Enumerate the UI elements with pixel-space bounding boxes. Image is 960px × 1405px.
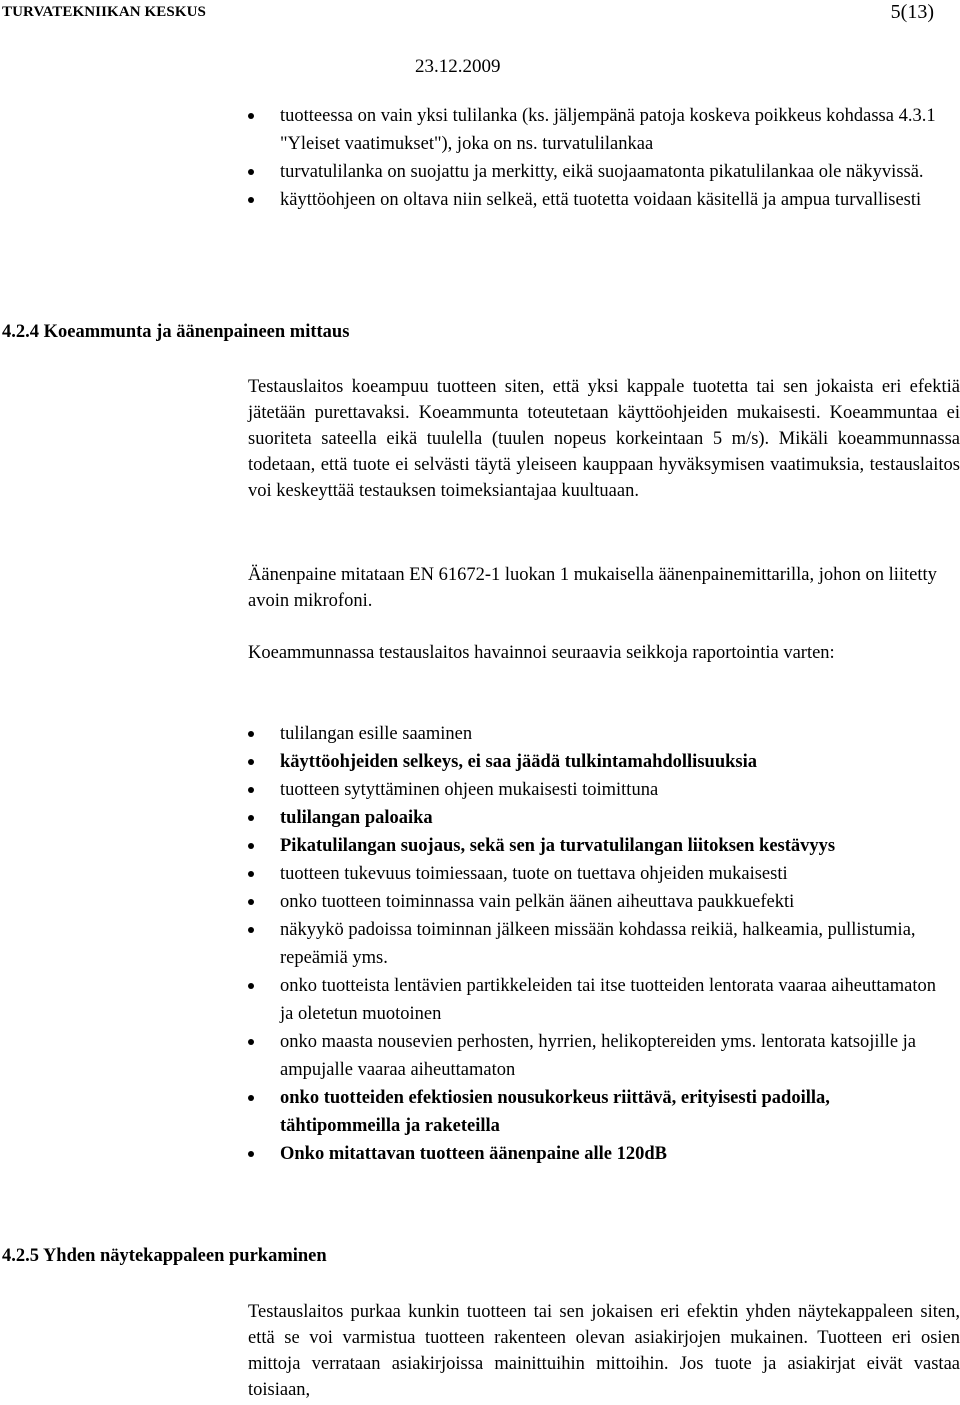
list-item bbox=[248, 1084, 948, 1140]
list-item bbox=[248, 158, 948, 186]
bullet-icon bbox=[248, 1151, 254, 1157]
test-firing-paragraph: Testauslaitos koeampuu tuotteen siten, että yksi kappale tuotetta tai sen jokaista eri efektiä jätetään purettavaksi. Koeammunta toteutetaan käyttöohjeiden mukaisesti. Koeammuntaa ei suoriteta sateella eikä tuulella (tuulen nopeus korkeintaan 5 m/s). Mikäli koeammunnassa todetaan, että tuote ei selvästi täytä yleiseen kauppaan hyväksymisen vaatimuksia, testauslaitos voi keskeyttää testauksen toimeksiantajaa kuultuaan. bbox=[248, 377, 960, 501]
disassembly-paragraph: Testauslaitos purkaa kunkin tuotteen tai sen jokaisen eri efektin yhden näytekappaleen siten, että se voi varmistua tuotteen rakenteen olevan asiakirjojen mukainen. Tuotteen eri osien mittoja verrataan asiakirjoissa mainittuihin mittoihin. Jos tuote ja asiakirjat eivät vastaa toisiaan, bbox=[248, 1302, 960, 1400]
list-item bbox=[248, 1028, 948, 1084]
list-item-text: tulilangan paloaika bbox=[280, 808, 433, 828]
list-item bbox=[248, 972, 948, 1028]
bullet-icon bbox=[248, 843, 254, 849]
sound-pressure-paragraph: Äänenpaine mitataan EN 61672-1 luokan 1 mukaisella äänenpainemittarilla, johon on liitetty avoin mikrofoni. bbox=[248, 565, 937, 611]
list-item-text: tuotteen tukevuus toimiessaan, tuote on tuettava ohjeiden mukaisesti bbox=[280, 864, 788, 884]
bullet-icon bbox=[248, 871, 254, 877]
bullet-icon bbox=[248, 899, 254, 905]
section-heading-4-2-5: 4.2.5 Yhden näytekappaleen purkaminen bbox=[2, 1246, 327, 1266]
list-item-text: onko maasta nousevien perhosten, hyrrien, helikoptereiden yms. lentorata katsojille ja ampujalle vaaraa aiheuttamaton bbox=[280, 1032, 917, 1080]
bullet-icon bbox=[248, 1095, 254, 1101]
observations-list bbox=[248, 720, 948, 1168]
document-date: 23.12.2009 bbox=[415, 56, 501, 77]
list-item-text: tulilangan esille saaminen bbox=[280, 724, 473, 744]
bullet-icon bbox=[248, 983, 254, 989]
bullet-icon bbox=[248, 1039, 254, 1045]
list-item bbox=[248, 776, 948, 804]
page-number: 5(13) bbox=[890, 1, 934, 23]
list-item bbox=[248, 860, 948, 888]
list-item-text: käyttöohjeiden selkeys, ei saa jäädä tulkintamahdollisuuksia bbox=[280, 752, 757, 772]
list-item bbox=[248, 186, 948, 214]
list-item bbox=[248, 748, 948, 776]
bullet-icon bbox=[248, 113, 254, 119]
list-item bbox=[248, 888, 948, 916]
list-item-text: tuotteen sytyttäminen ohjeen mukaisesti toimittuna bbox=[280, 780, 659, 800]
bullet-icon bbox=[248, 787, 254, 793]
bullet-icon bbox=[248, 197, 254, 203]
list-item bbox=[248, 916, 948, 972]
bullet-icon bbox=[248, 815, 254, 821]
list-item bbox=[248, 832, 948, 860]
bullet-icon bbox=[248, 927, 254, 933]
list-item bbox=[248, 102, 948, 158]
organization-name: TURVATEKNIIKAN KESKUS bbox=[2, 4, 206, 20]
list-item-text: Onko mitattavan tuotteen äänenpaine alle 120dB bbox=[280, 1144, 667, 1164]
list-item-text: näkyykö padoissa toiminnan jälkeen missään kohdassa reikiä, halkeamia, pullistumia, repeämiä yms. bbox=[280, 920, 916, 968]
bullet-icon bbox=[248, 759, 254, 765]
list-item bbox=[248, 720, 948, 748]
list-item-text: Pikatulilangan suojaus, sekä sen ja turvatulilangan liitoksen kestävyys bbox=[280, 836, 836, 856]
bullet-icon bbox=[248, 731, 254, 737]
list-item-text: onko tuotteen toiminnassa vain pelkän äänen aiheuttava paukkuefekti bbox=[280, 892, 795, 912]
observations-intro-paragraph: Koeammunnassa testauslaitos havainnoi seuraavia seikkoja raportointia varten: bbox=[248, 643, 835, 663]
bullet-icon bbox=[248, 169, 254, 175]
list-item-text: käyttöohjeen on oltava niin selkeä, että tuotetta voidaan käsitellä ja ampua turvallisesti bbox=[280, 190, 922, 210]
list-item-text: onko tuotteista lentävien partikkeleiden tai itse tuotteiden lentorata vaaraa aiheuttamaton ja oletetun muotoinen bbox=[280, 976, 936, 1024]
list-item-text: turvatulilanka on suojattu ja merkitty, eikä suojaamatonta pikatulilankaa ole näkyvissä. bbox=[280, 162, 924, 182]
list-item bbox=[248, 1140, 948, 1168]
section-heading-4-2-4: 4.2.4 Koeammunta ja äänenpaineen mittaus bbox=[2, 322, 350, 342]
list-item-text: onko tuotteiden efektiosien nousukorkeus riittävä, erityisesti padoilla, tähtipommeilla ja raketeilla bbox=[280, 1088, 830, 1136]
list-item bbox=[248, 804, 948, 832]
requirements-list bbox=[248, 102, 948, 214]
list-item-text: tuotteessa on vain yksi tulilanka (ks. jäljempänä patoja koskeva poikkeus kohdassa 4.3.1 "Yleiset vaatimukset"), joka on ns. turvatulilankaa bbox=[280, 106, 936, 154]
